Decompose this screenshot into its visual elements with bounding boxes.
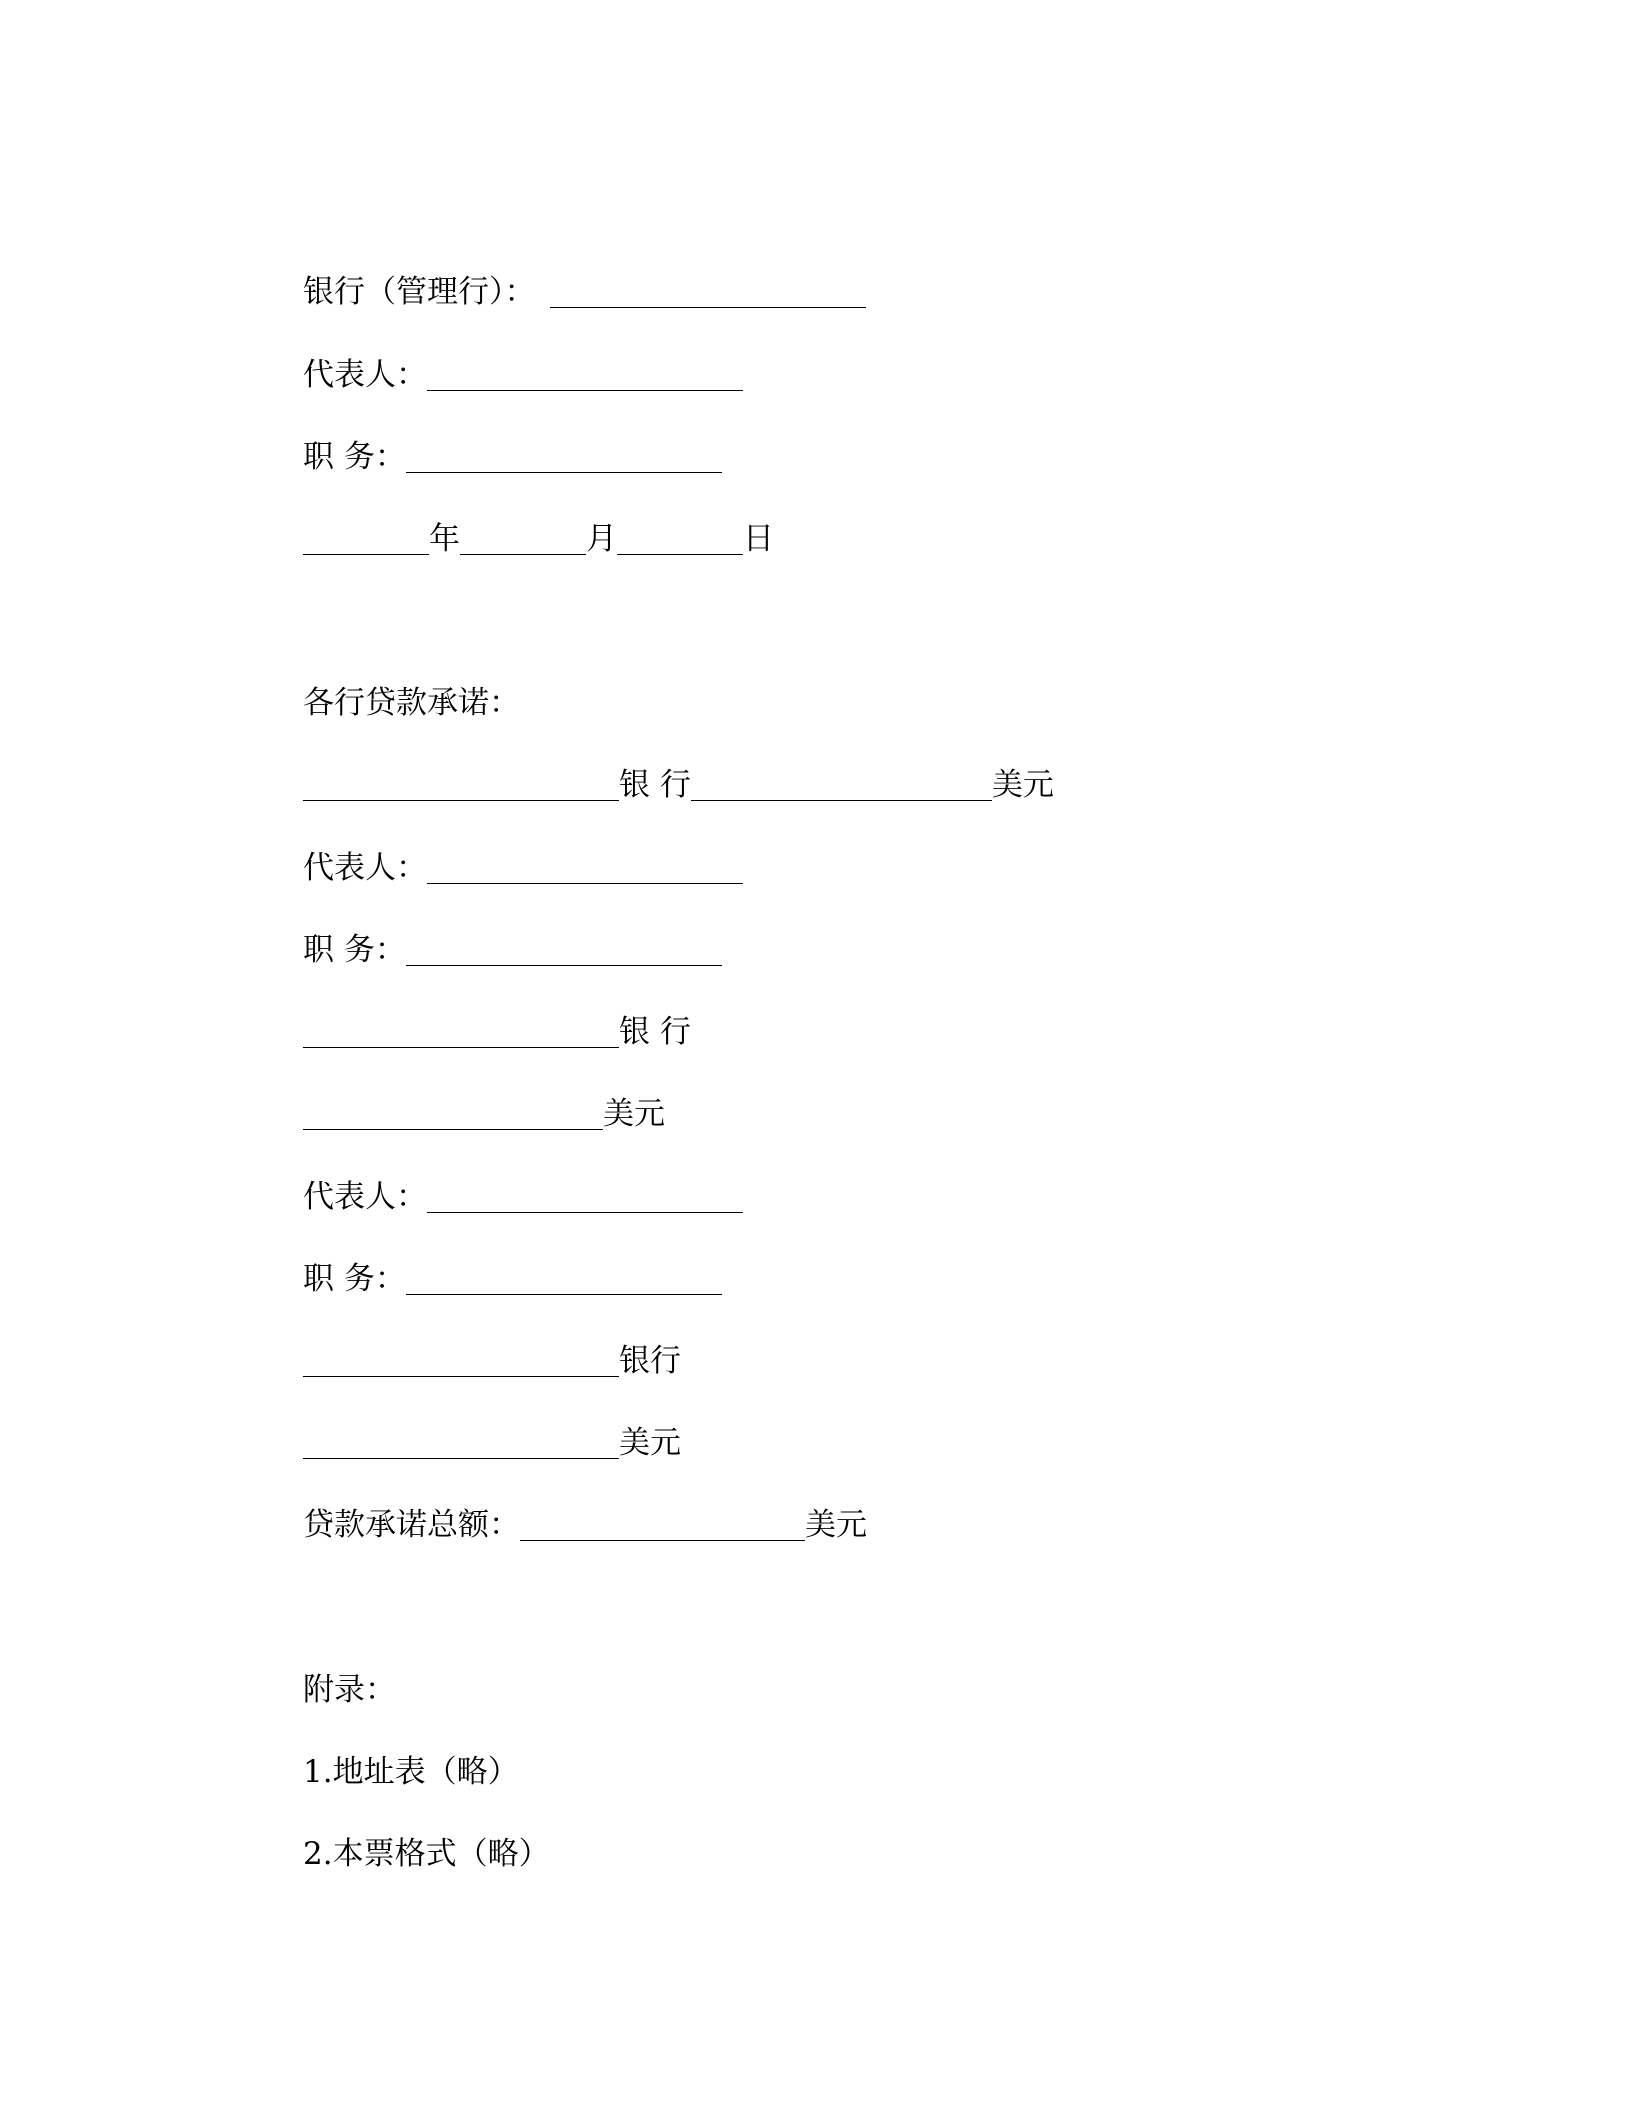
- bank2-name-blank[interactable]: [303, 1017, 619, 1048]
- managing-bank-blank[interactable]: [550, 277, 866, 308]
- bank3-name-blank[interactable]: [303, 1346, 619, 1377]
- title2-label: 职 务：: [303, 1261, 406, 1297]
- bank2-amount-blank[interactable]: [303, 1099, 603, 1130]
- bank1-line: [303, 765, 1054, 805]
- bank1-usd-label: 美元: [991, 767, 1054, 803]
- appendix-item: [303, 1752, 519, 1792]
- bank1-name-blank[interactable]: [303, 770, 619, 801]
- title1-line: [303, 930, 722, 970]
- commitments-heading-text: 各行贷款承诺：: [303, 685, 520, 721]
- representative-line: [303, 355, 743, 395]
- appendix-item-note-format: 2.本票格式（略）: [303, 1836, 550, 1872]
- appendix-heading: [303, 1670, 396, 1710]
- day-label: 日: [743, 521, 774, 557]
- representative-label: 代表人：: [303, 357, 427, 393]
- bank3-amount-blank[interactable]: [303, 1428, 619, 1459]
- date-line: [303, 519, 774, 559]
- title1-blank[interactable]: [406, 935, 722, 966]
- year-label: 年: [429, 521, 460, 557]
- rep1-label: 代表人：: [303, 850, 427, 886]
- managing-bank-line: [303, 272, 866, 312]
- bank3-amount-line: [303, 1423, 681, 1463]
- bank1-amount-blank[interactable]: [691, 770, 992, 801]
- bank2-line: [303, 1012, 691, 1052]
- month-blank[interactable]: [460, 524, 586, 555]
- bank3-line: [303, 1341, 681, 1381]
- bank2-usd-label: 美元: [603, 1096, 665, 1132]
- bank2-label: 银 行: [619, 1014, 691, 1050]
- title1-label: 职 务：: [303, 932, 406, 968]
- rep2-label: 代表人：: [303, 1179, 427, 1215]
- appendix-item-address: 1.地址表（略）: [303, 1754, 519, 1790]
- title-line: [303, 437, 722, 477]
- month-label: 月: [586, 521, 617, 557]
- rep1-line: [303, 848, 743, 888]
- representative-blank[interactable]: [427, 360, 743, 391]
- rep1-blank[interactable]: [427, 853, 743, 884]
- title2-blank[interactable]: [406, 1264, 722, 1295]
- title-label: 职 务：: [303, 439, 406, 475]
- bank3-label: 银行: [619, 1343, 681, 1379]
- rep2-blank[interactable]: [427, 1182, 743, 1213]
- total-amount-blank[interactable]: [520, 1510, 805, 1541]
- bank1-label: 银 行: [619, 767, 691, 803]
- total-label: 贷款承诺总额：: [303, 1507, 520, 1543]
- title2-line: [303, 1259, 722, 1299]
- total-usd-label: 美元: [805, 1507, 867, 1543]
- title-blank[interactable]: [406, 442, 722, 473]
- bank2-amount-line: [303, 1094, 665, 1134]
- appendix-heading-text: 附录：: [303, 1672, 396, 1708]
- day-blank[interactable]: [617, 524, 743, 555]
- managing-bank-label: 银行（管理行）：: [303, 274, 536, 310]
- commitments-heading: [303, 683, 520, 723]
- appendix-item: [303, 1834, 550, 1874]
- bank3-usd-label: 美元: [619, 1425, 681, 1461]
- rep2-line: [303, 1177, 743, 1217]
- year-blank[interactable]: [303, 524, 429, 555]
- total-line: [303, 1505, 867, 1545]
